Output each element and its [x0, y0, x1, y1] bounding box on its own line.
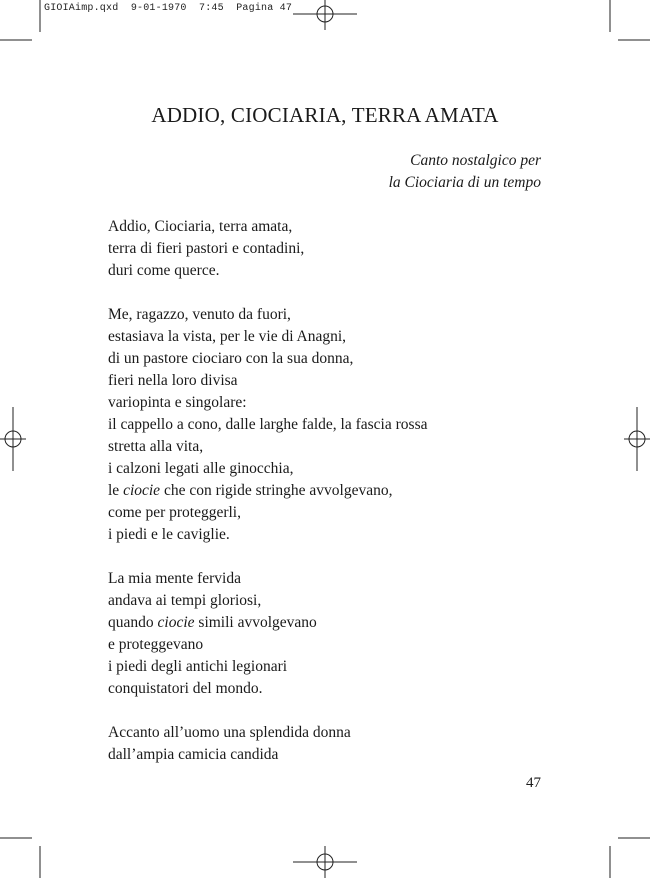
verse-line: e proteggevano	[108, 636, 204, 653]
page-number: 47	[526, 775, 541, 791]
verse-line: Addio, Ciociaria, terra amata,	[108, 218, 293, 235]
verse-line: il cappello a cono, dalle larghe falde, la fascia rossa	[108, 416, 428, 433]
verse-text: che con rigide stringhe avvolgevano,	[160, 482, 393, 499]
poem-body	[108, 216, 427, 766]
poem-title: ADDIO, CIOCIARIA, TERRA AMATA	[151, 103, 499, 127]
verse-text: quando	[108, 614, 158, 631]
stanza	[108, 568, 427, 700]
stanza	[108, 216, 427, 282]
verse-line: di un pastore ciociaro con la sua donna,	[108, 350, 354, 367]
poem-subtitle	[389, 150, 541, 194]
verse-line: duri come querce.	[108, 262, 220, 279]
verse-line: i piedi e le caviglie.	[108, 526, 230, 543]
print-slug: GIOIAimp.qxd 9-01-1970 7:45 Pagina 47	[44, 3, 293, 14]
verse-line	[108, 480, 427, 502]
subtitle-line: Canto nostalgico per	[410, 152, 541, 169]
subtitle-line: la Ciociaria di un tempo	[388, 174, 541, 191]
verse-text: le	[108, 482, 124, 499]
verse-line: terra di fieri pastori e contadini,	[108, 240, 305, 257]
stanza	[108, 304, 427, 546]
verse-line: Me, ragazzo, venuto da fuori,	[108, 306, 291, 323]
italic-word: ciocie	[123, 482, 161, 499]
italic-word: ciocie	[157, 614, 195, 631]
verse-line: i piedi degli antichi legionari	[108, 658, 288, 675]
verse-line: come per proteggerli,	[108, 504, 241, 521]
verse-line: i calzoni legati alle ginocchia,	[108, 460, 294, 477]
verse-line: dall’ampia camicia candida	[108, 746, 279, 763]
verse-text: simili avvolgevano	[194, 614, 317, 631]
verse-line: fieri nella loro divisa	[108, 372, 238, 389]
verse-line	[108, 612, 427, 634]
stanza	[108, 722, 427, 766]
verse-line: variopinta e singolare:	[108, 394, 247, 411]
verse-line: andava ai tempi gloriosi,	[108, 592, 262, 609]
verse-line: La mia mente fervida	[108, 570, 241, 587]
verse-line: estasiava la vista, per le vie di Anagni,	[108, 328, 347, 345]
verse-line: conquistatori del mondo.	[108, 680, 263, 697]
verse-line: stretta alla vita,	[108, 438, 204, 455]
verse-line: Accanto all’uomo una splendida donna	[108, 724, 351, 741]
